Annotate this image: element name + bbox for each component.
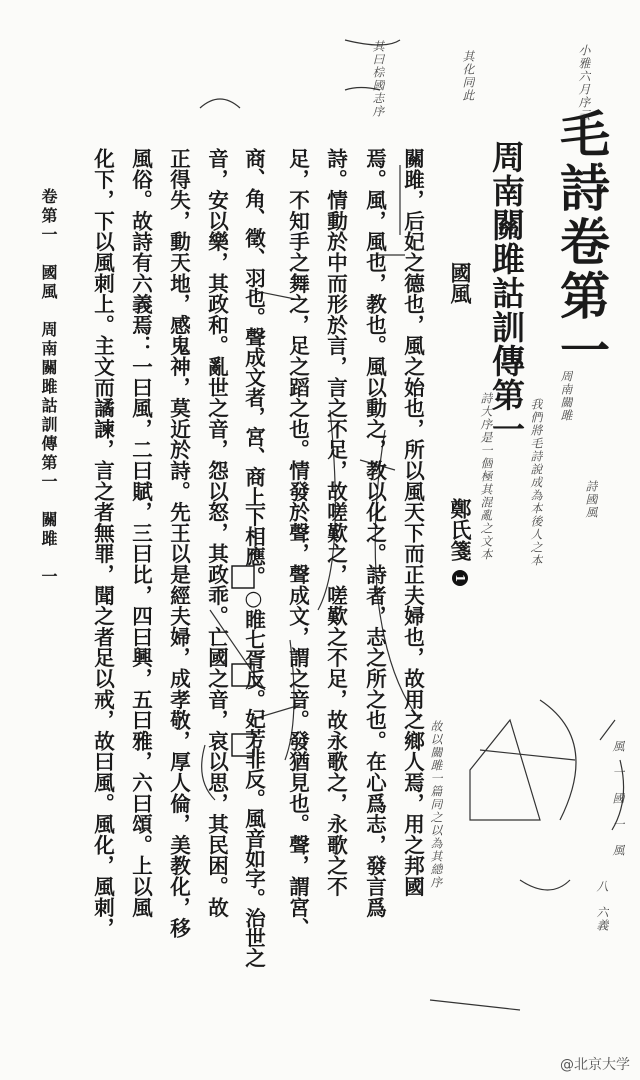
- body-column-9: 化下，下以風刺上。主文而譎諫，言之者無罪，聞之者足以戒，故曰風。風化，風刺，: [90, 148, 115, 939]
- body-column-3: 詩。情動於中而形於言，言之不足，故嗟歎之，嗟歎之不足，故永歌之，永歌之不: [323, 148, 348, 897]
- watermark: @北京大学: [560, 1057, 630, 1073]
- handwritten-note-7: 周南關雎: [559, 370, 573, 422]
- section-label: 國風: [448, 262, 473, 304]
- body-column-1: 關雎，后妃之德也，風之始也，所以風天下而正夫婦也，故用之鄉人焉，用之邦國: [400, 148, 425, 897]
- annotator-name-text: 鄭氏箋: [448, 498, 473, 561]
- body-column-4: 足，不知手之舞之，足之蹈之也。情發於聲，聲成文，謂之音。發猶見也。聲，謂宮、: [285, 148, 310, 939]
- body-column-5: 商、角、徵、羽也。聲成文者，宮、商上下相應。○睢七胥反。妃芳非反。風音如字。治世之: [241, 148, 266, 968]
- handwritten-note-9: 八 六義: [595, 880, 609, 932]
- annotator-name: [450, 498, 471, 586]
- main-title: 毛詩卷第一: [552, 108, 611, 378]
- handwritten-note-5: 我們將毛詩說成為本後人之本: [529, 398, 543, 567]
- handwritten-note-1: 小雅六月序云: [577, 44, 591, 122]
- handwritten-note-6: 詩國風: [584, 480, 598, 519]
- annotator-mark: 1: [452, 570, 468, 586]
- body-column-6: 音，安以樂，其政和。亂世之音，怨以怒，其政乖。亡國之音，哀以思，其民困。故: [204, 148, 229, 918]
- handwritten-note-4: 詩大序是一個極其混亂之文本: [479, 392, 493, 561]
- chapter-title: 周南關雎詁訓傳第一: [487, 140, 526, 446]
- handwritten-note-3: 其曰棕國志序: [371, 40, 385, 118]
- body-column-7: 正得失，動天地，感鬼神，莫近於詩。先王以是經夫婦，成孝敬，厚人倫，美教化，移: [166, 148, 191, 939]
- body-column-2: 焉。風，風也，教也。風以動之，教以化之。詩者，志之所之也。在心爲志，發言爲: [362, 148, 387, 918]
- handwritten-note-2: 其化同此: [461, 50, 475, 102]
- handwritten-note-8: 風 一 國 一 風: [611, 740, 625, 857]
- margin-label: 卷第一 國風 周南關雎詁訓傳第一 關雎 一: [39, 188, 58, 587]
- body-column-8: 風俗。故詩有六義焉：一曰風，二曰賦，三曰比，四曰興，五曰雅，六曰頌。上以風: [128, 148, 153, 918]
- handwritten-note-10: 故以關雎一篇同之以為其總序: [429, 720, 443, 889]
